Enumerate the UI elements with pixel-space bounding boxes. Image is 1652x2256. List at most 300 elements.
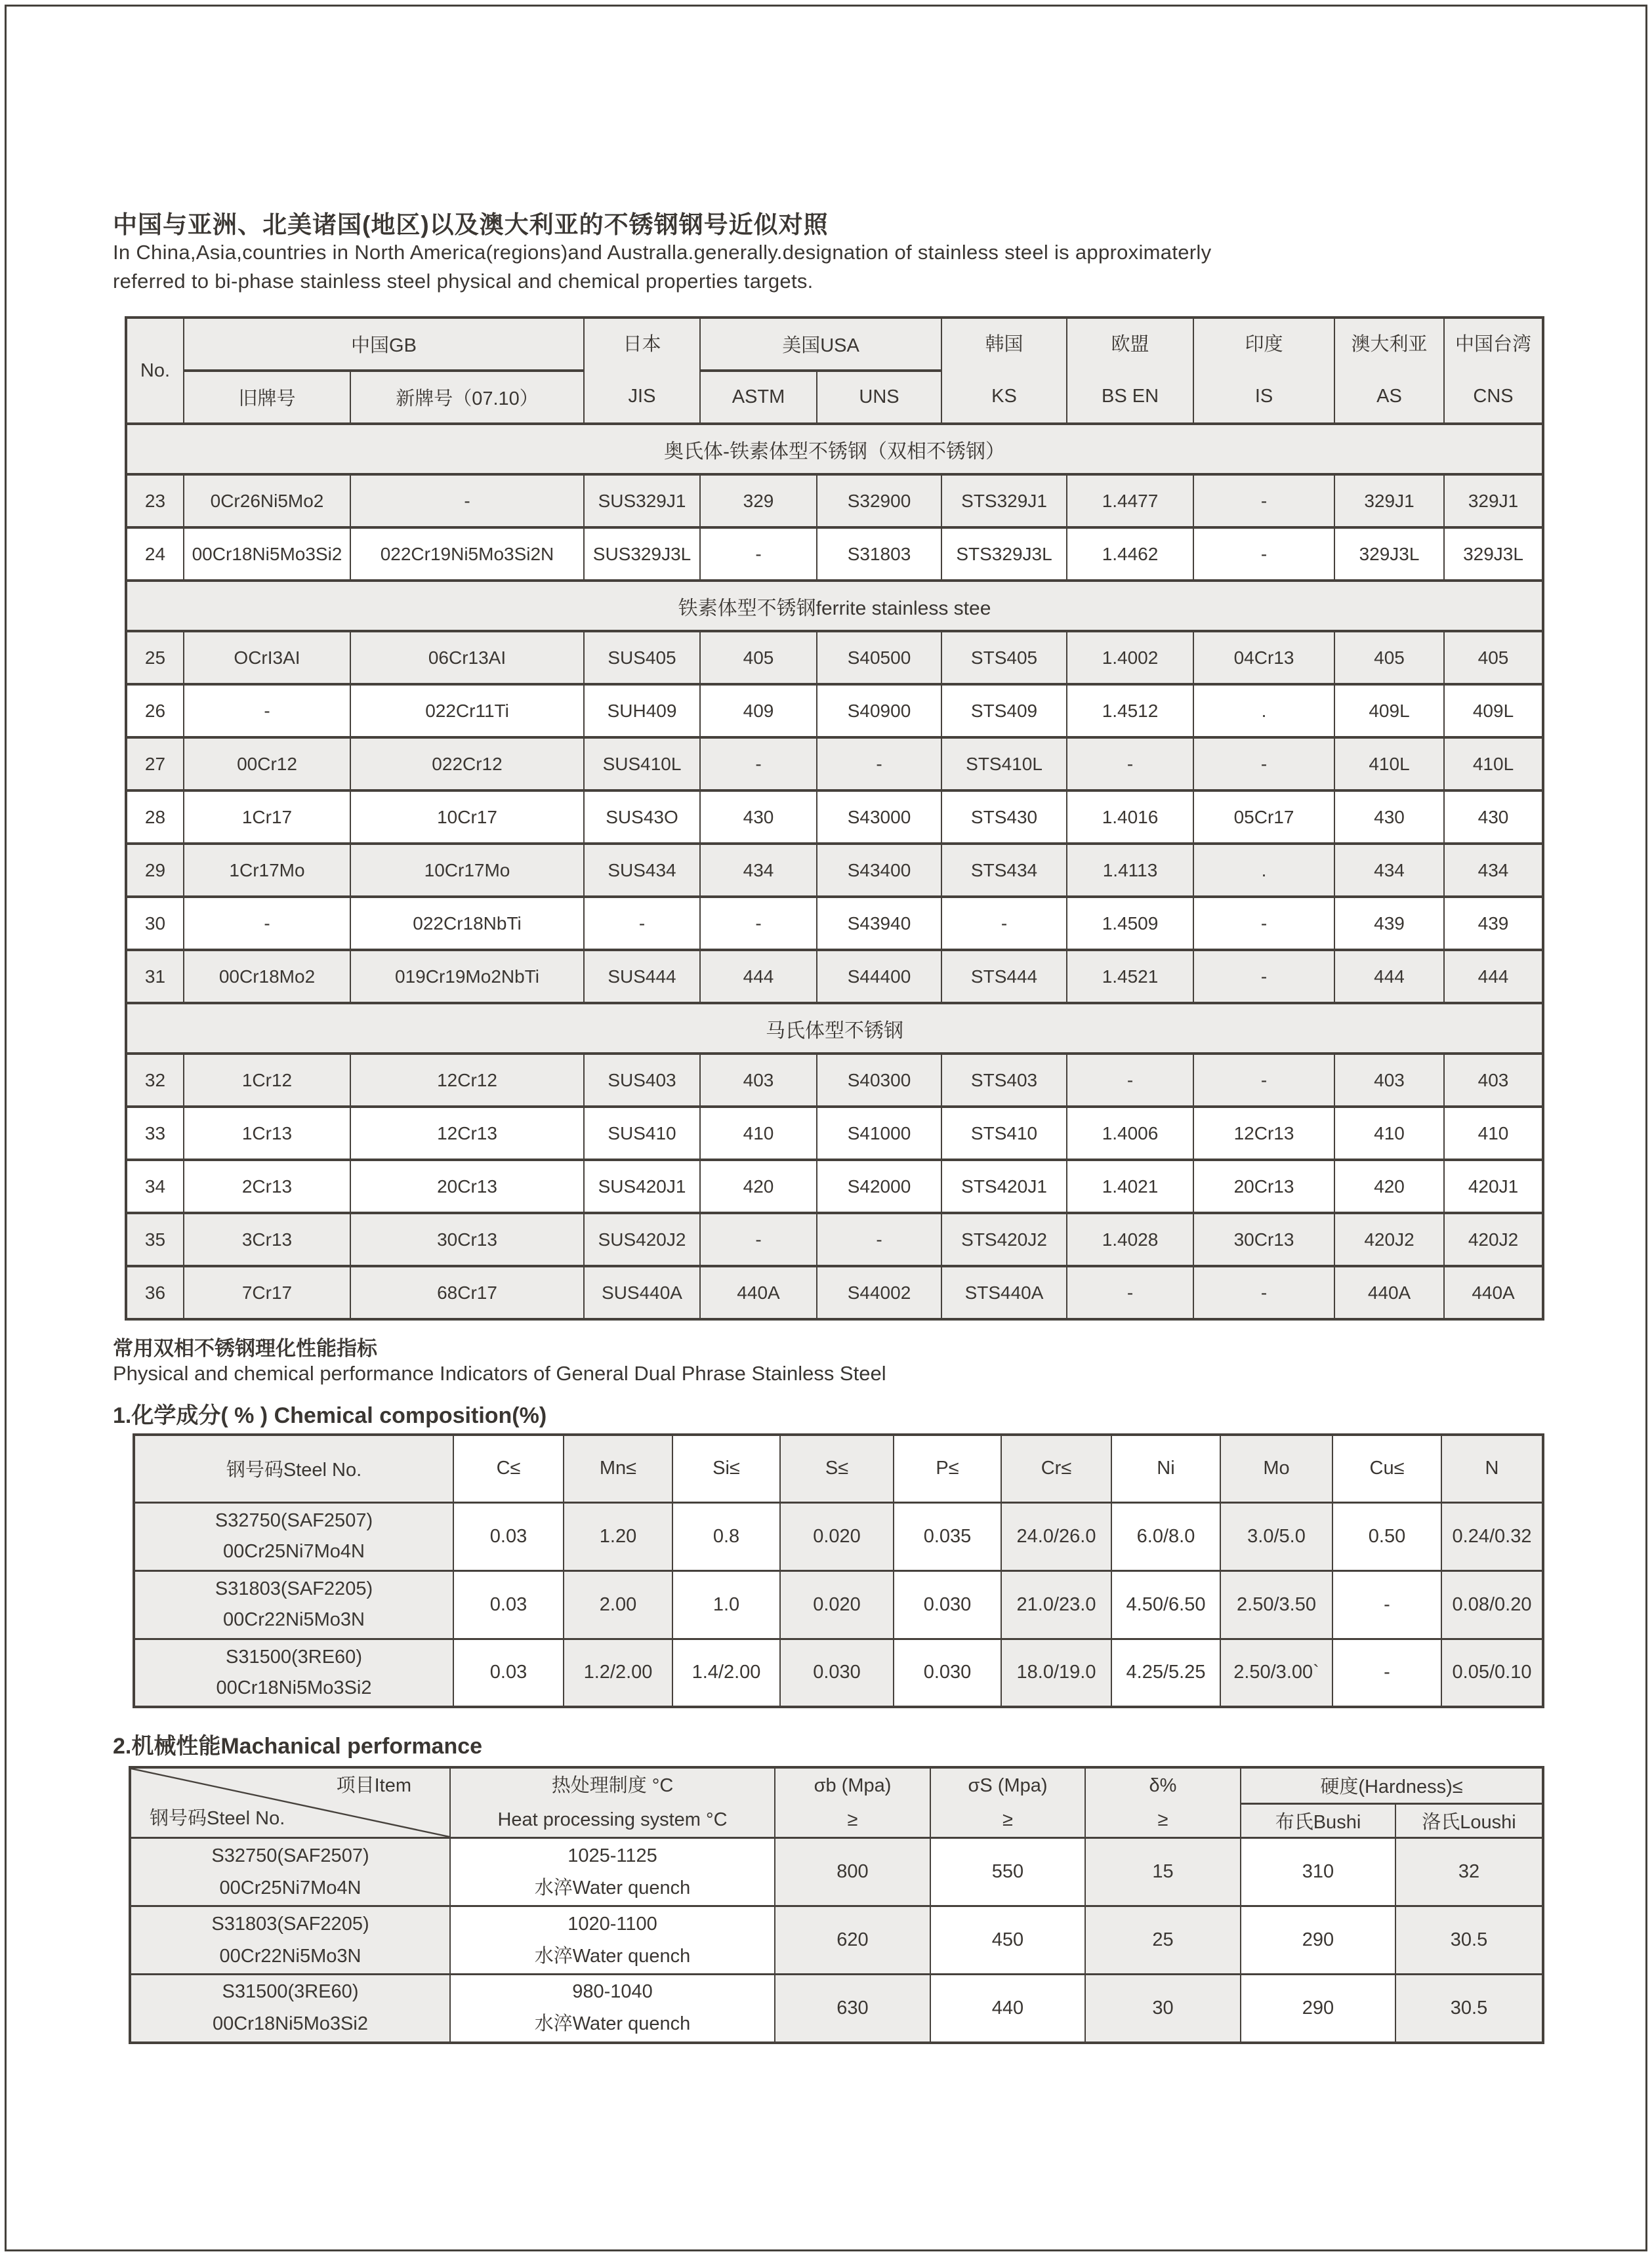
section-row-martensite (126, 1003, 1543, 1054)
table-row (130, 1906, 1543, 1975)
table-header-row (134, 1435, 1543, 1502)
cell-sigma-s: 450 (930, 1906, 1085, 1975)
chemical-composition-heading: 1.化学成分( % ) Chemical composition(%) (113, 1403, 547, 1428)
cell-bushi: 290 (1241, 1906, 1395, 1975)
cell-as: 420 (1334, 1160, 1444, 1213)
col-header-sigma-s (930, 1767, 1085, 1838)
cell-as: 405 (1334, 631, 1444, 684)
table-row (130, 1975, 1543, 2043)
cell-jis: SUS444 (584, 950, 700, 1003)
cell-astm: - (700, 897, 817, 950)
cell-mn: 1.20 (564, 1502, 672, 1570)
cell-as: 329J1 (1334, 474, 1444, 527)
cell-jis: SUS410 (584, 1107, 700, 1160)
cell-sigma-b: 800 (775, 1838, 930, 1906)
table-header-row-1 (126, 318, 1543, 371)
cell-old-grade: OCrI3AI (184, 631, 350, 684)
cell-si: 1.4/2.00 (672, 1639, 780, 1707)
cell-ks: STS420J2 (941, 1213, 1067, 1266)
cell-bsen: - (1067, 1266, 1193, 1319)
cell-astm: 409 (700, 684, 817, 737)
col-header-loushi: 洛氏Loushi (1395, 1803, 1543, 1837)
cell-uns: S43400 (817, 844, 941, 897)
cell-old-grade: 00Cr12 (184, 737, 350, 790)
geq-symbol: ≥ (1002, 1809, 1013, 1830)
section-title: 奥氏体-铁素体型不锈钢（双相不锈钢） (126, 424, 1543, 474)
cell-delta: 15 (1085, 1838, 1241, 1906)
steel-no-line1: S31500(3RE60) (226, 1646, 362, 1668)
heat-label-en: Heat processing system °C (497, 1809, 728, 1830)
cell-ks: STS409 (941, 684, 1067, 737)
table-row (134, 1502, 1543, 1570)
table-row (126, 631, 1543, 684)
cell-uns: S43000 (817, 790, 941, 844)
cell-old-grade: 1Cr12 (184, 1054, 350, 1107)
page-title: 中国与亚洲、北美诸国(地区)以及澳大利亚的不锈钢钢号近似对照 (113, 211, 829, 238)
cell-no: 28 (126, 790, 184, 844)
chemical-composition-table (133, 1433, 1544, 1708)
table-row (126, 1266, 1543, 1319)
steel-no-line2: 00Cr25Ni7Mo4N (219, 1877, 361, 1898)
cell-no: 25 (126, 631, 184, 684)
cell-ks: STS329J1 (941, 474, 1067, 527)
cell-new-grade: 019Cr19Mo2NbTi (350, 950, 584, 1003)
cell-s: 0.030 (780, 1639, 894, 1707)
steel-no-line1: S31803(SAF2205) (211, 1913, 369, 1935)
cell-bsen: 1.4477 (1067, 474, 1193, 527)
jis-label: JIS (628, 386, 656, 407)
table-row (126, 844, 1543, 897)
cell-mo: 2.50/3.00` (1220, 1639, 1332, 1707)
cell-no: 33 (126, 1107, 184, 1160)
cell-cu: - (1332, 1570, 1441, 1639)
cell-cr: 21.0/23.0 (1001, 1570, 1111, 1639)
col-header-astm: ASTM (700, 371, 817, 424)
cell-new-grade: 06Cr13AI (350, 631, 584, 684)
cell-cns: 420J2 (1444, 1213, 1543, 1266)
table-header-row-1 (130, 1767, 1543, 1803)
cell-cns: 440A (1444, 1266, 1543, 1319)
steel-comparison-table (125, 316, 1544, 1321)
cell-bsen: 1.4016 (1067, 790, 1193, 844)
cell-is: - (1193, 737, 1334, 790)
cell-c: 0.03 (453, 1570, 564, 1639)
col-header-item-steel-no (130, 1767, 450, 1838)
cell-jis: SUS403 (584, 1054, 700, 1107)
table-row (126, 1213, 1543, 1266)
cell-astm: 403 (700, 1054, 817, 1107)
cell-si: 1.0 (672, 1570, 780, 1639)
cell-is: - (1193, 1266, 1334, 1319)
cell-delta: 25 (1085, 1906, 1241, 1975)
cell-bsen: 1.4028 (1067, 1213, 1193, 1266)
cell-jis: - (584, 897, 700, 950)
steel-no-line2: 00Cr22Ni5Mo3N (219, 1945, 361, 1967)
cell-ks: STS444 (941, 950, 1067, 1003)
performance-heading-en: Physical and chemical performance Indicators of General Dual Phrase Stainless Steel (113, 1362, 886, 1385)
cell-cu: - (1332, 1639, 1441, 1707)
cell-old-grade: 1Cr13 (184, 1107, 350, 1160)
cell-is: - (1193, 950, 1334, 1003)
cell-mn: 2.00 (564, 1570, 672, 1639)
table-row (126, 1054, 1543, 1107)
table-row (126, 1107, 1543, 1160)
cell-old-grade: 1Cr17Mo (184, 844, 350, 897)
cell-new-grade: 12Cr13 (350, 1107, 584, 1160)
bsen-label: BS EN (1102, 386, 1159, 407)
cell-ni: 4.25/5.25 (1111, 1639, 1220, 1707)
section-title: 铁素体型不锈钢ferrite stainless stee (126, 581, 1543, 631)
table-row (134, 1570, 1543, 1639)
cell-sigma-s: 440 (930, 1975, 1085, 2043)
cell-bsen: 1.4512 (1067, 684, 1193, 737)
cell-no: 24 (126, 527, 184, 581)
cell-sigma-b: 630 (775, 1975, 930, 2043)
col-header-cr: Cr≤ (1001, 1435, 1111, 1502)
cell-mn: 1.2/2.00 (564, 1639, 672, 1707)
cell-uns: S43940 (817, 897, 941, 950)
cell-bsen: - (1067, 737, 1193, 790)
table-row (126, 950, 1543, 1003)
india-label: 印度 (1245, 334, 1283, 355)
cell-no: 30 (126, 897, 184, 950)
cell-jis: SUS405 (584, 631, 700, 684)
cell-as: 434 (1334, 844, 1444, 897)
cell-astm: 434 (700, 844, 817, 897)
col-header-n: N (1441, 1435, 1543, 1502)
performance-heading-zh: 常用双相不锈钢理化性能指标 (113, 1337, 377, 1360)
section-row-ferrite (126, 581, 1543, 631)
cell-cns: 403 (1444, 1054, 1543, 1107)
cell-uns: S41000 (817, 1107, 941, 1160)
col-header-hardness: 硬度(Hardness)≤ (1241, 1767, 1543, 1803)
cell-no: 34 (126, 1160, 184, 1213)
cell-cr: 18.0/19.0 (1001, 1639, 1111, 1707)
cell-is: - (1193, 474, 1334, 527)
cell-astm: 329 (700, 474, 817, 527)
cell-as: 409L (1334, 684, 1444, 737)
cell-ni: 6.0/8.0 (1111, 1502, 1220, 1570)
cell-is: 20Cr13 (1193, 1160, 1334, 1213)
cell-loushi: 30.5 (1395, 1906, 1543, 1975)
cell-jis: SUS420J1 (584, 1160, 700, 1213)
cell-new-grade: 022Cr11Ti (350, 684, 584, 737)
cell-p: 0.030 (894, 1639, 1001, 1707)
cell-new-grade: 30Cr13 (350, 1213, 584, 1266)
delta-label: δ% (1149, 1775, 1177, 1796)
steel-no-line2: 00Cr18Ni5Mo3Si2 (213, 2013, 368, 2035)
geq-symbol: ≥ (1157, 1809, 1168, 1830)
cell-new-grade: 022Cr18NbTi (350, 897, 584, 950)
cell-steel-no (134, 1639, 453, 1707)
cell-astm: - (700, 527, 817, 581)
cell-new-grade: - (350, 474, 584, 527)
cell-ks: STS420J1 (941, 1160, 1067, 1213)
col-header-japan-jis (584, 318, 700, 424)
col-header-delta (1085, 1767, 1241, 1838)
cell-ks: STS430 (941, 790, 1067, 844)
heat-method: 水淬Water quench (534, 1945, 691, 1967)
cell-ks: - (941, 897, 1067, 950)
cell-old-grade: 2Cr13 (184, 1160, 350, 1213)
cell-uns: - (817, 737, 941, 790)
cell-cr: 24.0/26.0 (1001, 1502, 1111, 1570)
cell-no: 32 (126, 1054, 184, 1107)
cell-as: 410L (1334, 737, 1444, 790)
table-row (126, 897, 1543, 950)
table-row (126, 790, 1543, 844)
cell-loushi: 32 (1395, 1838, 1543, 1906)
col-header-sigma-b (775, 1767, 930, 1838)
cell-loushi: 30.5 (1395, 1975, 1543, 2043)
col-header-bushi: 布氏Bushi (1241, 1803, 1395, 1837)
col-header-usa: 美国USA (700, 318, 941, 371)
cell-as: 440A (1334, 1266, 1444, 1319)
cell-new-grade: 12Cr12 (350, 1054, 584, 1107)
heat-method: 水淬Water quench (534, 2013, 691, 2035)
cell-astm: 430 (700, 790, 817, 844)
cell-new-grade: 20Cr13 (350, 1160, 584, 1213)
cell-jis: SUS410L (584, 737, 700, 790)
cell-old-grade: 00Cr18Mo2 (184, 950, 350, 1003)
cell-astm: 440A (700, 1266, 817, 1319)
cell-no: 23 (126, 474, 184, 527)
cell-jis: SUS329J3L (584, 527, 700, 581)
table-row (126, 527, 1543, 581)
cell-heat-processing (450, 1975, 775, 2043)
cell-bsen: 1.4002 (1067, 631, 1193, 684)
cell-ks: STS405 (941, 631, 1067, 684)
col-header-china-gb: 中国GB (184, 318, 584, 371)
cell-ks: STS410L (941, 737, 1067, 790)
heat-method: 水淬Water quench (534, 1877, 691, 1898)
col-header-korea-ks (941, 318, 1067, 424)
geq-symbol: ≥ (847, 1809, 858, 1830)
cell-as: 430 (1334, 790, 1444, 844)
cell-n: 0.05/0.10 (1441, 1639, 1543, 1707)
col-header-taiwan-cns (1444, 318, 1543, 424)
cell-c: 0.03 (453, 1502, 564, 1570)
cell-bsen: - (1067, 1054, 1193, 1107)
cell-sigma-s: 550 (930, 1838, 1085, 1906)
cell-uns: S40900 (817, 684, 941, 737)
cell-cns: 329J3L (1444, 527, 1543, 581)
cell-cns: 405 (1444, 631, 1543, 684)
page-subtitle-line2: referred to bi-phase stainless steel physical and chemical properties targets. (113, 270, 814, 293)
cell-is: 05Cr17 (1193, 790, 1334, 844)
cell-cns: 420J1 (1444, 1160, 1543, 1213)
col-header-cu: Cu≤ (1332, 1435, 1441, 1502)
col-header-india-is (1193, 318, 1334, 424)
eu-label: 欧盟 (1111, 334, 1149, 355)
cell-is: - (1193, 1054, 1334, 1107)
cell-no: 36 (126, 1266, 184, 1319)
cell-delta: 30 (1085, 1975, 1241, 2043)
table-row (126, 1160, 1543, 1213)
cell-no: 31 (126, 950, 184, 1003)
col-header-old-grade: 旧牌号 (184, 371, 350, 424)
heat-range: 1025-1125 (568, 1845, 657, 1866)
cell-no: 27 (126, 737, 184, 790)
ks-label: KS (991, 386, 1017, 407)
col-header-mo: Mo (1220, 1435, 1332, 1502)
cell-sigma-b: 620 (775, 1906, 930, 1975)
cell-heat-processing (450, 1906, 775, 1975)
cell-mo: 3.0/5.0 (1220, 1502, 1332, 1570)
col-header-australia-as (1334, 318, 1444, 424)
cell-si: 0.8 (672, 1502, 780, 1570)
steel-no-line1: S32750(SAF2507) (215, 1510, 373, 1531)
col-header-mn: Mn≤ (564, 1435, 672, 1502)
cell-ks: STS440A (941, 1266, 1067, 1319)
cell-n: 0.24/0.32 (1441, 1502, 1543, 1570)
col-header-new-grade: 新牌号（07.10） (350, 371, 584, 424)
cell-uns: S42000 (817, 1160, 941, 1213)
cell-bsen: 1.4113 (1067, 844, 1193, 897)
col-header-p: P≤ (894, 1435, 1001, 1502)
cell-old-grade: 1Cr17 (184, 790, 350, 844)
cell-ks: STS410 (941, 1107, 1067, 1160)
cell-uns: S44400 (817, 950, 941, 1003)
col-header-c: C≤ (453, 1435, 564, 1502)
sigma-s-label: σS (Mpa) (968, 1775, 1048, 1796)
cell-bushi: 290 (1241, 1975, 1395, 2043)
cell-heat-processing (450, 1838, 775, 1906)
cell-steel-no (130, 1975, 450, 2043)
cell-cns: 410 (1444, 1107, 1543, 1160)
cell-as: 329J3L (1334, 527, 1444, 581)
cell-cns: 329J1 (1444, 474, 1543, 527)
cell-no: 35 (126, 1213, 184, 1266)
cell-ni: 4.50/6.50 (1111, 1570, 1220, 1639)
cell-jis: SUH409 (584, 684, 700, 737)
cell-astm: - (700, 1213, 817, 1266)
cell-steel-no (134, 1502, 453, 1570)
cell-as: 439 (1334, 897, 1444, 950)
cell-uns: S40300 (817, 1054, 941, 1107)
cell-ks: STS329J3L (941, 527, 1067, 581)
cell-jis: SUS440A (584, 1266, 700, 1319)
cns-label: CNS (1473, 386, 1514, 407)
cell-uns: S40500 (817, 631, 941, 684)
cell-uns: S44002 (817, 1266, 941, 1319)
cell-cns: 444 (1444, 950, 1543, 1003)
cell-cns: 439 (1444, 897, 1543, 950)
cell-cns: 410L (1444, 737, 1543, 790)
col-header-no: No. (126, 318, 184, 424)
steel-no-line2: 00Cr25Ni7Mo4N (223, 1541, 365, 1562)
cell-bsen: 1.4521 (1067, 950, 1193, 1003)
cell-bsen: 1.4006 (1067, 1107, 1193, 1160)
cell-no: 26 (126, 684, 184, 737)
cell-ks: STS434 (941, 844, 1067, 897)
steel-no-line1: S32750(SAF2507) (211, 1845, 369, 1866)
cell-old-grade: 3Cr13 (184, 1213, 350, 1266)
cell-steel-no (130, 1906, 450, 1975)
cell-as: 444 (1334, 950, 1444, 1003)
cell-as: 420J2 (1334, 1213, 1444, 1266)
cell-jis: SUS420J2 (584, 1213, 700, 1266)
cell-new-grade: 10Cr17Mo (350, 844, 584, 897)
cell-astm: 410 (700, 1107, 817, 1160)
col-header-s: S≤ (780, 1435, 894, 1502)
sigma-b-label: σb (Mpa) (814, 1775, 892, 1796)
heat-range: 1020-1100 (568, 1913, 657, 1935)
korea-label: 韩国 (985, 334, 1023, 355)
australia-label: 澳大利亚 (1351, 334, 1428, 355)
cell-is: . (1193, 844, 1334, 897)
heat-range: 980-1040 (572, 1981, 653, 2003)
col-header-si: Si≤ (672, 1435, 780, 1502)
col-header-eu-bsen (1067, 318, 1193, 424)
cell-new-grade: 68Cr17 (350, 1266, 584, 1319)
cell-jis: SUS329J1 (584, 474, 700, 527)
steel-no-line2: 00Cr18Ni5Mo3Si2 (216, 1677, 372, 1698)
table-row (134, 1639, 1543, 1707)
col-header-uns: UNS (817, 371, 941, 424)
cell-old-grade: 00Cr18Ni5Mo3Si2 (184, 527, 350, 581)
taiwan-label: 中国台湾 (1455, 334, 1532, 355)
cell-is: . (1193, 684, 1334, 737)
table-row (126, 684, 1543, 737)
cell-old-grade: 7Cr17 (184, 1266, 350, 1319)
mechanical-performance-table (129, 1766, 1544, 2044)
cell-new-grade: 022Cr19Ni5Mo3Si2N (350, 527, 584, 581)
col-header-heat-processing (450, 1767, 775, 1838)
steel-no-line1: S31500(3RE60) (222, 1981, 359, 2003)
cell-as: 410 (1334, 1107, 1444, 1160)
heat-label-zh: 热处理制度 °C (551, 1775, 674, 1796)
cell-astm: 405 (700, 631, 817, 684)
as-label: AS (1376, 386, 1402, 407)
cell-old-grade: - (184, 897, 350, 950)
cell-cu: 0.50 (1332, 1502, 1441, 1570)
section-row-duplex (126, 424, 1543, 474)
steel-no-line2: 00Cr22Ni5Mo3N (223, 1609, 365, 1630)
cell-uns: S32900 (817, 474, 941, 527)
cell-is: - (1193, 897, 1334, 950)
cell-is: - (1193, 527, 1334, 581)
steel-no-label: 钢号码Steel No. (150, 1808, 285, 1829)
cell-steel-no (130, 1838, 450, 1906)
cell-is: 30Cr13 (1193, 1213, 1334, 1266)
steel-no-line1: S31803(SAF2205) (215, 1578, 373, 1599)
cell-jis: SUS43O (584, 790, 700, 844)
cell-old-grade: - (184, 684, 350, 737)
page-subtitle-line1: In China,Asia,countries in North America(regions)and Australla.generally.designation of stainless steel is approximaterly (113, 241, 1212, 264)
table-row (126, 737, 1543, 790)
cell-ks: STS403 (941, 1054, 1067, 1107)
is-label: IS (1254, 386, 1273, 407)
cell-uns: - (817, 1213, 941, 1266)
cell-mo: 2.50/3.50 (1220, 1570, 1332, 1639)
cell-cns: 430 (1444, 790, 1543, 844)
col-header-ni: Ni (1111, 1435, 1220, 1502)
mechanical-performance-heading: 2.机械性能Machanical performance (113, 1734, 483, 1759)
cell-jis: SUS434 (584, 844, 700, 897)
cell-bushi: 310 (1241, 1838, 1395, 1906)
cell-no: 29 (126, 844, 184, 897)
cell-n: 0.08/0.20 (1441, 1570, 1543, 1639)
cell-astm: - (700, 737, 817, 790)
section-title: 马氏体型不锈钢 (126, 1003, 1543, 1054)
item-label: 项目Item (336, 1775, 411, 1796)
cell-p: 0.030 (894, 1570, 1001, 1639)
cell-astm: 420 (700, 1160, 817, 1213)
cell-new-grade: 10Cr17 (350, 790, 584, 844)
cell-p: 0.035 (894, 1502, 1001, 1570)
cell-cns: 409L (1444, 684, 1543, 737)
